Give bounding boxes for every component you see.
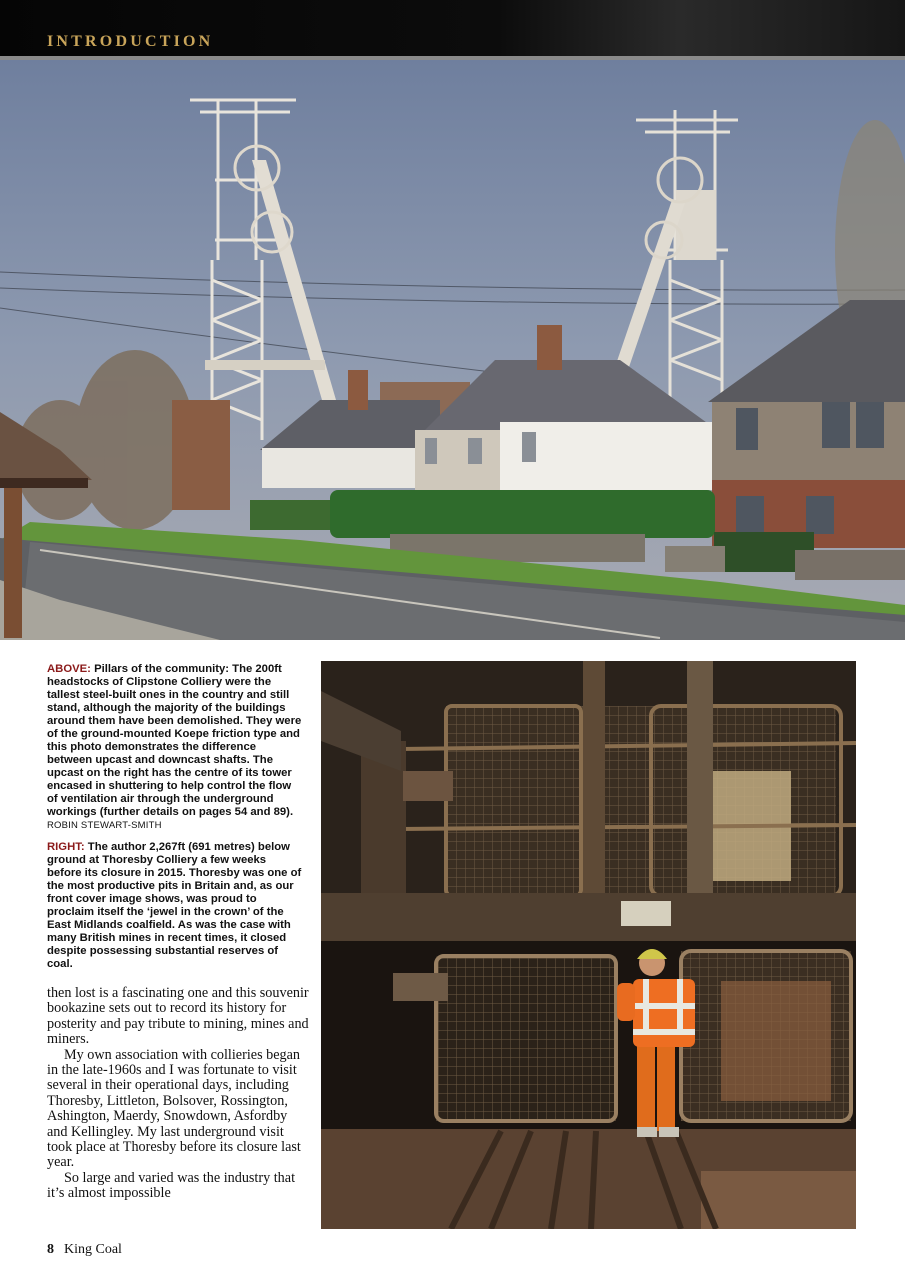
body-paragraph: My own association with collieries began in the late-1960s and I was fortunate to visit several in their operational days, including Thoresby, Littleton, Bolsover, Rossington, Ashington, Maerdy, Snowdown, Asfordby and Kellingley. My last underground visit took place at Thoresby before its closure last year. (47, 1046, 301, 1171)
publication-name: King Coal (64, 1242, 122, 1257)
section-title: INTRODUCTION (47, 33, 214, 50)
caption-right-text: The author 2,267ft (691 metres) below ground at Thoresby Colliery a few weeks before its closure in 2015. Thoresby was one of the most productive pits in Britain and, as our front cover image shows, was proud to proclaim itself the ‘jewel in the crown’ of the East Midlands coalfield. As was the case with many British mines in recent times, it closed despite possessing substantial reserves of coal. (47, 841, 302, 970)
page-number: 8 (47, 1242, 54, 1257)
caption-above-text: Pillars of the community: The 200ft headstocks of Clipstone Colliery were the tallest steel-built ones in the country and still stand, although the majority of the buildings around them have been demolished. They were of the ground-mounted Koepe friction type and this photo demonstrates the difference between upcast and downcast shafts. The upcast on the right has the centre of its tower encased in shuttering to help control the flow of ventilation air through the underground workings (further details on pages 54 and 89). (47, 663, 302, 818)
page-footer (47, 1242, 122, 1258)
body-paragraph: So large and varied was the industry that it’s almost impossible (47, 1169, 296, 1202)
caption-right-lead: RIGHT: (47, 841, 85, 853)
headstocks-photo (0, 60, 905, 640)
body-paragraph: then lost is a fascinating one and this souvenir bookazine sets out to record its history for posterity and pay tribute to mining, mines and miners. (47, 985, 309, 1048)
body-text (47, 986, 309, 1202)
caption-above (47, 663, 303, 832)
underground-photo (321, 661, 856, 1229)
caption-right (47, 841, 303, 971)
caption-above-lead: ABOVE: (47, 663, 91, 675)
photo-credit: ROBIN STEWART-SMITH (47, 820, 162, 831)
